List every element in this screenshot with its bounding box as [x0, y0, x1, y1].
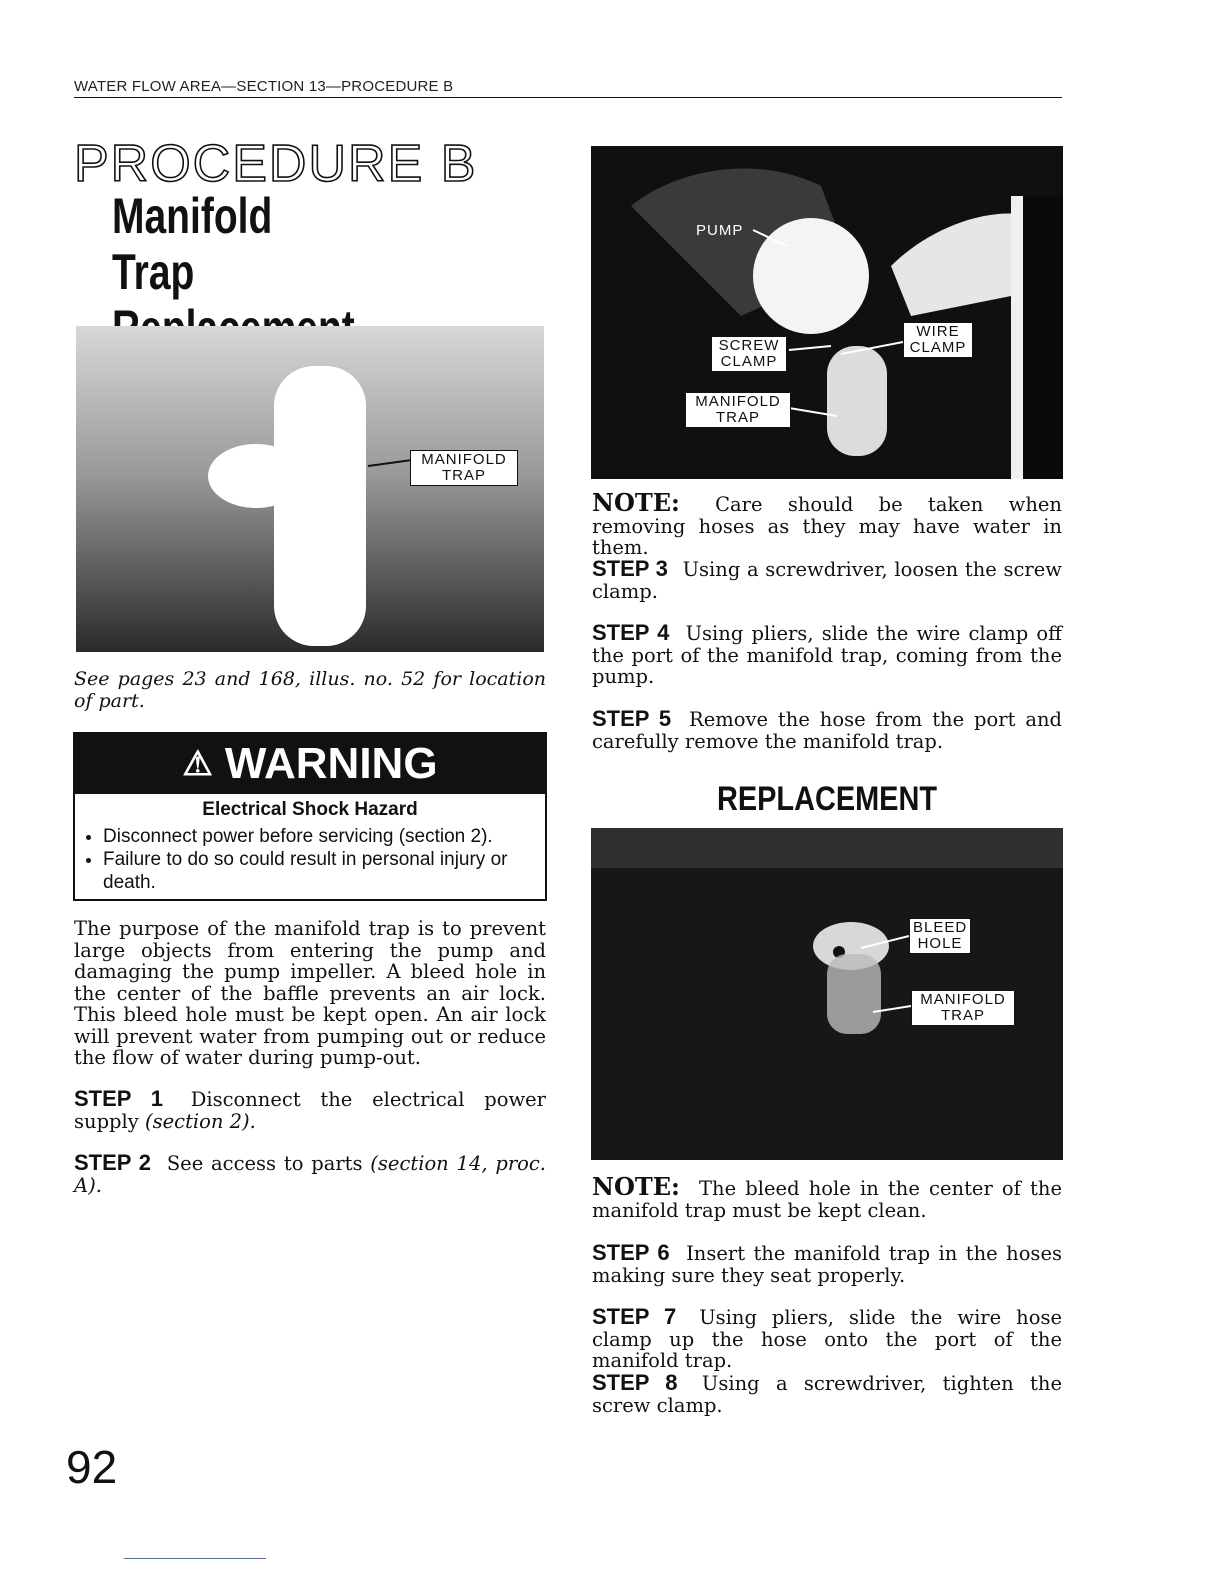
replacement-heading: REPLACEMENT [717, 780, 937, 818]
warning-header [75, 734, 545, 794]
step-2: STEP 2 See access to parts (section 14, proc. A). [74, 1150, 547, 1197]
warning-title: WARNING [224, 739, 438, 788]
warning-bullet: • Failure to do so could result in personal injury or death. [103, 848, 545, 894]
manifold-trap-photo-graphic [76, 326, 544, 652]
footer-rule [124, 1558, 266, 1559]
callout-wire-clamp: WIRE CLAMP [903, 322, 973, 358]
pump-clamp-photo-graphic [591, 146, 1063, 479]
warning-subtitle: Electrical Shock Hazard [202, 799, 418, 820]
procedure-label: PROCEDURE B [74, 135, 478, 193]
callout-manifold-trap: MANIFOLD TRAP [685, 392, 791, 428]
procedure-title-line1: Manifold Trap [112, 188, 273, 300]
warning-box [73, 732, 547, 901]
step-3: STEP 3 Using a screwdriver, loosen the screw clamp. [592, 556, 1062, 603]
note-2: NOTE: The bleed hole in the center of the manifold trap must be kept clean. [592, 1172, 1062, 1222]
callout-screw-clamp: SCREW CLAMP [711, 336, 787, 372]
bleed-hole-photo [591, 828, 1063, 1160]
note-1: NOTE: Care should be taken when removing hoses as they may have water in them. [592, 488, 1062, 559]
warning-list [75, 825, 545, 894]
pump-clamp-photo [591, 146, 1063, 479]
callout-manifold-trap: MANIFOLD TRAP [911, 990, 1015, 1026]
step-8: STEP 8 Using a screwdriver, tighten the screw clamp. [592, 1370, 1062, 1417]
warning-triangle-icon: ⚠ [182, 745, 213, 783]
step-1: STEP 1 Disconnect the electrical power supply (section 2). [74, 1086, 546, 1133]
callout-bleed-hole: BLEED HOLE [909, 918, 971, 954]
step-5: STEP 5 Remove the hose from the port and carefully remove the manifold trap. [592, 706, 1062, 753]
step-4: STEP 4 Using pliers, slide the wire clamp off the port of the manifold trap, coming from the pump. [592, 620, 1062, 688]
figure-caption: See pages 23 and 168, illus. no. 52 for location of part. [74, 668, 546, 712]
manifold-trap-photo [76, 326, 544, 652]
page-number: 92 [66, 1441, 118, 1493]
intro-paragraph: The purpose of the manifold trap is to prevent large objects from entering the pump and damaging the pump impeller. A bleed hole in the center of the baffle prevents an air lock. This bleed hole must be kept open. An air lock will prevent water from pumping out or reduce the flow of water during pump-out. [74, 917, 546, 1069]
step-7: STEP 7 Using pliers, slide the wire hose clamp up the hose onto the port of the manifold trap. [592, 1304, 1062, 1372]
warning-bullet: • Disconnect power before servicing (section 2). [103, 825, 545, 848]
running-header: WATER FLOW AREA—SECTION 13—PROCEDURE B [74, 78, 1062, 98]
callout-pump: PUMP [696, 222, 744, 239]
step-6: STEP 6 Insert the manifold trap in the hoses making sure they seat properly. [592, 1240, 1062, 1287]
callout-manifold-trap: MANIFOLD TRAP [410, 450, 518, 486]
